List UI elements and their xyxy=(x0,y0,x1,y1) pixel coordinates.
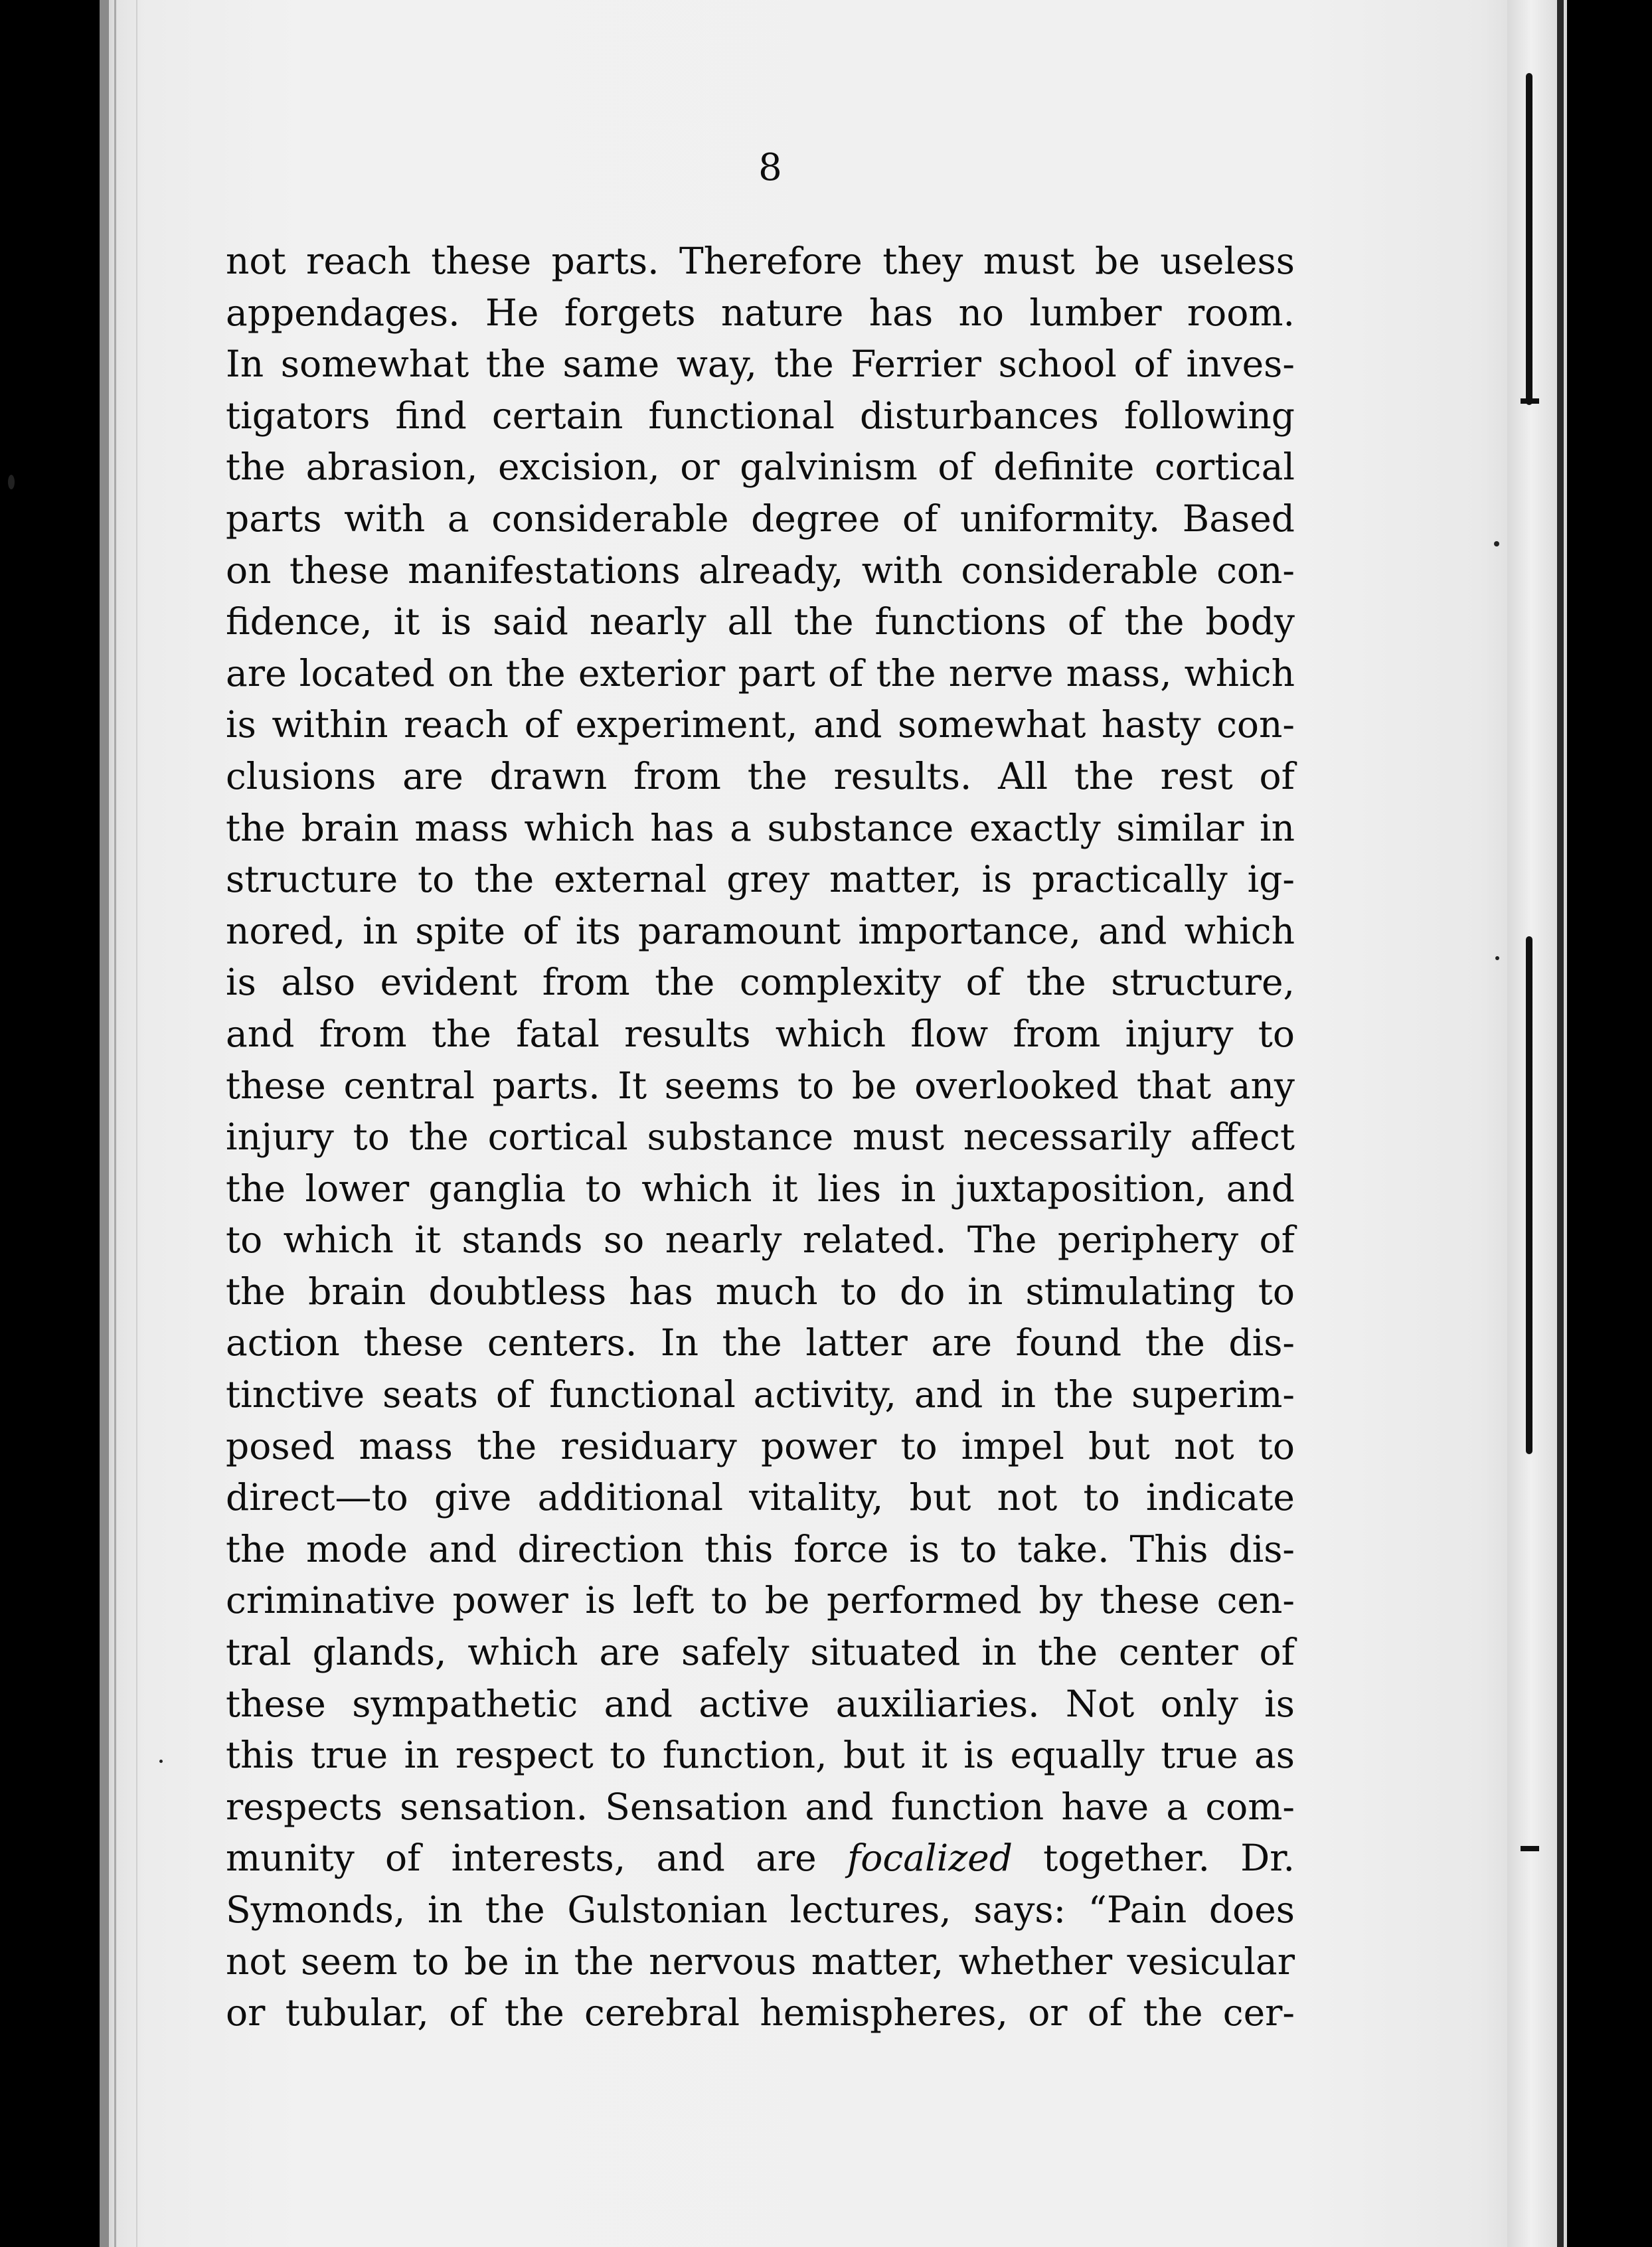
text-line: to which it stands so nearly related. The periphery of xyxy=(226,1218,1295,1262)
text-line: tral glands, which are safely situated in the center of xyxy=(226,1631,1295,1674)
text-line: the mode and direction this force is to take. This dis- xyxy=(226,1527,1295,1570)
text-line: is also evident from the complexity of the structure, xyxy=(226,961,1295,1004)
binding-stitch-mark xyxy=(1521,398,1539,404)
text-line: fidence, it is said nearly all the functions of the body xyxy=(226,600,1295,643)
text-line: tigators find certain functional disturbances following xyxy=(226,394,1295,437)
text-line: In somewhat the same way, the Ferrier school of inves- xyxy=(226,343,1295,386)
text-line: parts with a considerable degree of uniformity. Based xyxy=(226,497,1295,540)
text-line: respects sensation. Sensation and function have a com- xyxy=(226,1785,1295,1828)
text-line: the brain doubtless has much to do in stimulating to xyxy=(226,1270,1295,1313)
text-line: the lower ganglia to which it lies in juxtaposition, and xyxy=(226,1167,1295,1210)
binding-stitch-mark xyxy=(1521,1846,1539,1851)
text-line: posed mass the residuary power to impel but not to xyxy=(226,1424,1295,1467)
text-line: not reach these parts. Therefore they must be useless xyxy=(226,240,1295,282)
text-line: nored, in spite of its paramount importance, and which xyxy=(226,909,1295,952)
scan-speck xyxy=(1495,956,1499,960)
text-line: structure to the external grey matter, is practically ig- xyxy=(226,858,1295,901)
scan-speck xyxy=(159,1760,163,1763)
text-line: is within reach of experiment, and somewhat hasty con- xyxy=(226,703,1295,746)
text-line: action these centers. In the latter are found the dis- xyxy=(226,1321,1295,1365)
scan-border-right xyxy=(1557,0,1564,2247)
text-line: Symonds, in the Gulstonian lectures, says: “Pain does xyxy=(226,1888,1295,1931)
text-line: tinctive seats of functional activity, and in the superim- xyxy=(226,1373,1295,1416)
text-line: direct—to give additional vitality, but not to indicate xyxy=(226,1476,1295,1519)
page-number: 8 xyxy=(758,146,782,189)
text-line: are located on the exterior part of the nerve mass, which xyxy=(226,651,1295,695)
text-line: or tubular, of the cerebral hemispheres, or of the cer- xyxy=(226,1991,1295,2035)
text-line: these sympathetic and active auxiliaries. Not only is xyxy=(226,1682,1295,1725)
text-line: criminative power is left to be performed by these cen- xyxy=(226,1579,1295,1622)
text-line: clusions are drawn from the results. All the rest of xyxy=(226,754,1295,797)
text-line: appendages. He forgets nature has no lumber room. xyxy=(226,291,1295,334)
text-segment: munity of interests, and are xyxy=(226,1837,847,1880)
text-line: and from the fatal results which flow from injury to xyxy=(226,1012,1295,1055)
text-line: these central parts. It seems to be overlooked that any xyxy=(226,1064,1295,1107)
binding-thread-top xyxy=(1526,73,1532,405)
text-line: injury to the cortical substance must necessarily affect xyxy=(226,1116,1295,1159)
scan-speck xyxy=(1494,541,1499,546)
text-line: on these manifestations already, with considerable con- xyxy=(226,548,1295,592)
scan-speck xyxy=(8,475,15,489)
text-line: not seem to be in the nervous matter, whether vesicular xyxy=(226,1940,1295,1983)
text-line: this true in respect to function, but it is equally true as xyxy=(226,1734,1295,1777)
text-segment: together. Dr. xyxy=(1012,1837,1295,1880)
page-gutter-shadow xyxy=(100,0,109,2247)
text-line: the brain mass which has a substance exactly similar in xyxy=(226,806,1295,849)
page-stack-edge xyxy=(114,0,137,2247)
body-text xyxy=(226,236,1295,2039)
text-line-with-italic xyxy=(226,1833,1295,1884)
text-line: the abrasion, excision, or galvinism of definite cortical xyxy=(226,446,1295,489)
binding-thread-middle xyxy=(1526,936,1532,1454)
italic-word: focalized xyxy=(847,1837,1013,1880)
